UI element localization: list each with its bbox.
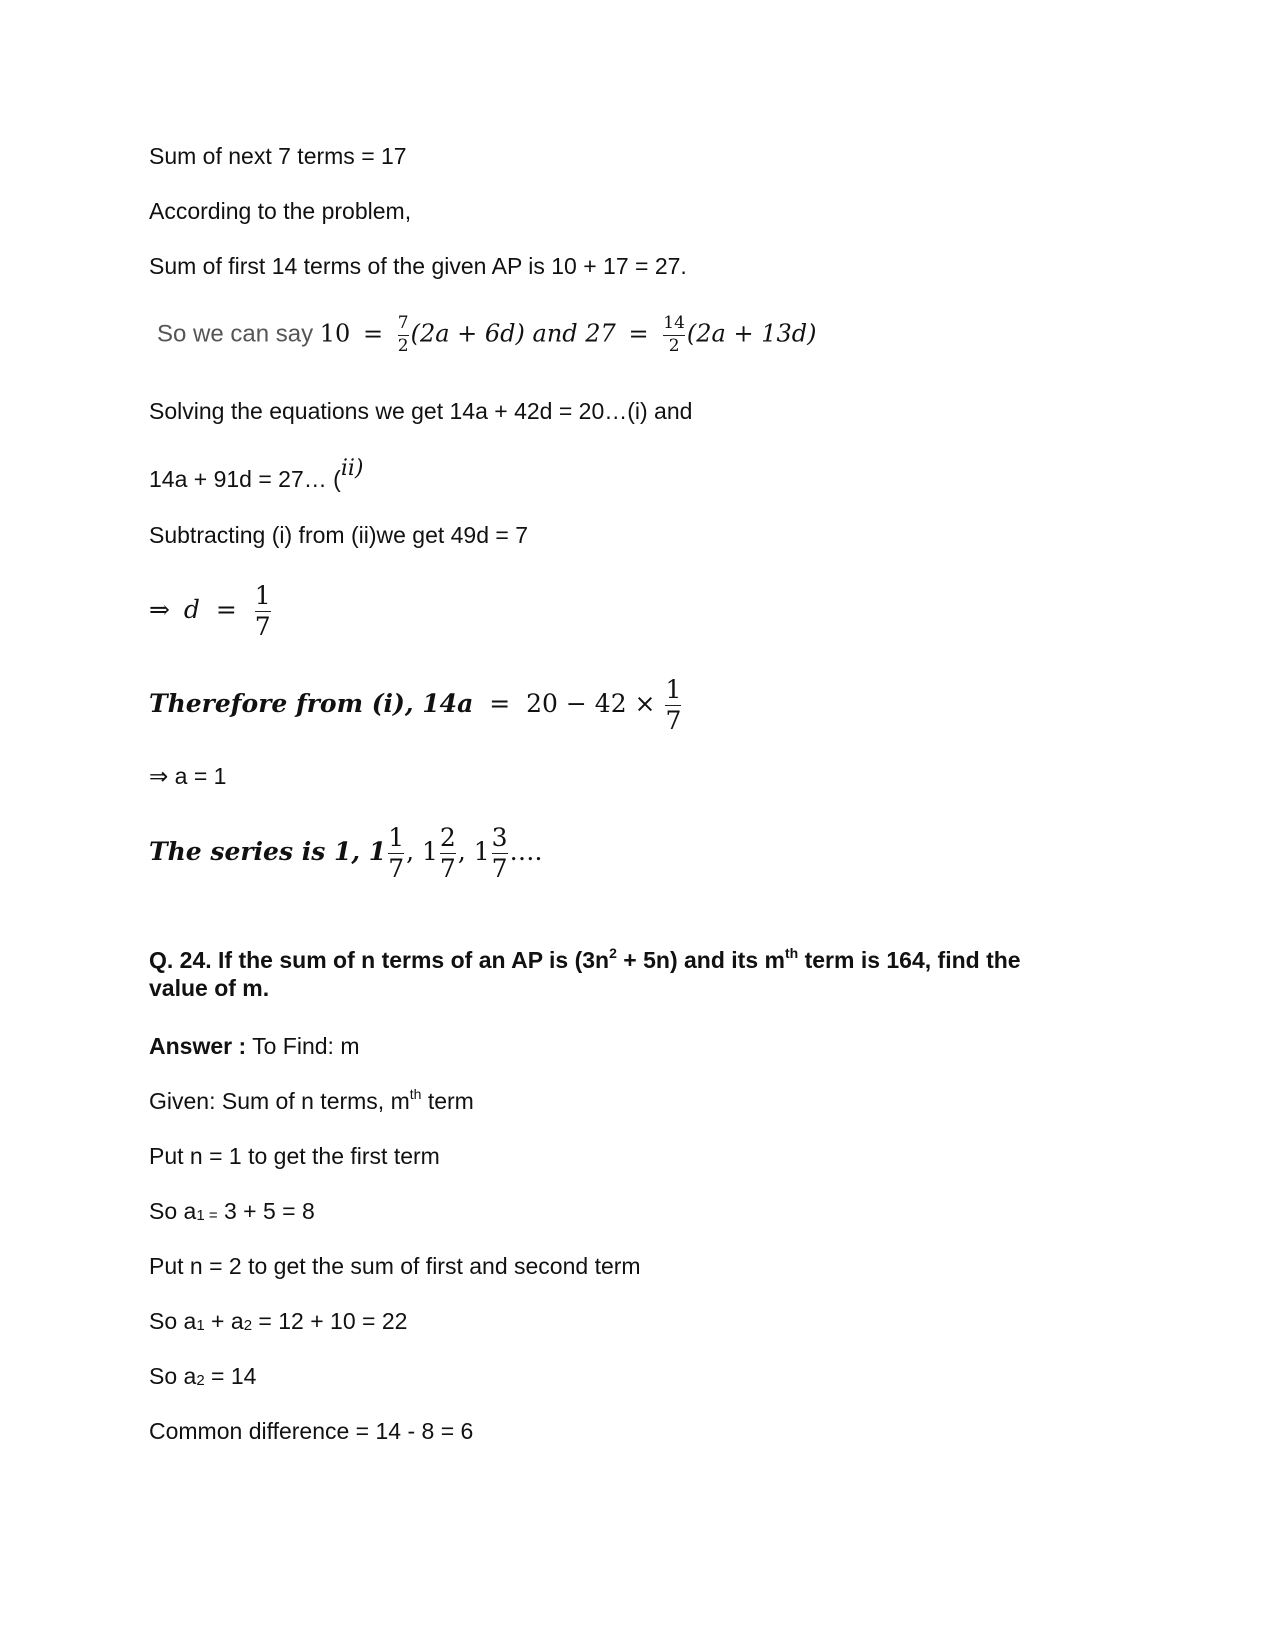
- eq2-equals: =: [215, 595, 237, 624]
- series-f2-num: 2: [439, 822, 456, 852]
- equation-sum-forms: [157, 315, 817, 356]
- text-line-put-n1: Put n = 1 to get the first term: [149, 1143, 440, 1169]
- so-a2-part-1: So a: [149, 1363, 197, 1389]
- so-a1-part-2: 3 + 5 = 8: [217, 1198, 315, 1224]
- text-line-put-n2: Put n = 2 to get the sum of first and second term: [149, 1253, 641, 1279]
- series-f2-den: 7: [439, 854, 456, 883]
- eq1-lhs: 10: [319, 319, 351, 348]
- answer-text: To Find: m: [246, 1033, 360, 1059]
- question-part-1: Q. 24. If the sum of n terms of an AP is (3n: [149, 947, 610, 973]
- eq2-den: 7: [254, 612, 271, 641]
- eq1-expression-2: (2a + 13d): [686, 319, 817, 348]
- eq3-text: Therefore from (i), 14a: [149, 689, 474, 718]
- question-sup-1: 2: [609, 945, 617, 961]
- text-line-a-value: ⇒ a = 1: [149, 763, 227, 789]
- series-prefix: The series is 1, 1: [149, 837, 387, 866]
- series-tail: ….: [509, 837, 543, 866]
- text-line-subtracting: Subtracting (i) from (ii)we get 49d = 7: [149, 522, 529, 548]
- text-line-a1-plus-a2: [149, 1306, 407, 1336]
- eq3-num: 1: [665, 674, 682, 704]
- eq1-fraction-1: [398, 315, 409, 356]
- eq1-equals: =: [362, 319, 384, 348]
- implies-arrow: ⇒: [149, 595, 170, 624]
- text-line-solving: Solving the equations we get 14a + 42d = 20…(i) and: [149, 398, 693, 424]
- so-a1-sub: 1 =: [196, 1207, 218, 1224]
- text-line-a1: [149, 1196, 315, 1226]
- series-f3-den: 7: [491, 854, 508, 883]
- so-a2-part-2: = 14: [204, 1363, 257, 1389]
- question-sup-2: th: [784, 945, 799, 961]
- eq3-expression: 20 − 42 ×: [526, 689, 656, 718]
- text-line-sum-next-7: Sum of next 7 terms = 17: [149, 143, 407, 169]
- so-a2-sub: 2: [196, 1372, 205, 1389]
- eq3-equals: =: [489, 689, 511, 718]
- text-line-common-difference: Common difference = 14 - 8 = 6: [149, 1418, 474, 1444]
- series-sep-2: , 1: [457, 837, 490, 866]
- equation-series: [149, 820, 543, 884]
- so-a1a2-sub-1: 1: [196, 1317, 205, 1334]
- eq1-f1-den: 2: [397, 335, 409, 356]
- series-f3-num: 3: [491, 822, 508, 852]
- series-fraction-1: [388, 822, 405, 883]
- text-line-eq-ii: [149, 456, 364, 496]
- series-fraction-3: [491, 822, 508, 883]
- eq2-variable: d: [183, 595, 200, 624]
- series-sep-1: , 1: [406, 837, 438, 866]
- question-part-4: value of m.: [149, 975, 270, 1001]
- eq1-equals-2: =: [628, 319, 649, 348]
- given-part-1: Given: Sum of n terms, m: [149, 1088, 410, 1114]
- so-a1a2-part-2: + a: [204, 1308, 244, 1334]
- given-sup: th: [409, 1086, 422, 1102]
- eq2-fraction: [254, 580, 271, 641]
- series-f1-den: 7: [388, 854, 405, 883]
- so-a1a2-part-3: = 12 + 10 = 22: [252, 1308, 408, 1334]
- answer-line: [149, 1031, 359, 1061]
- text-line-according: According to the problem,: [149, 198, 412, 224]
- series-f1-num: 1: [388, 822, 405, 852]
- question-24-heading: [149, 946, 1129, 1002]
- so-a1-part-1: So a: [149, 1198, 197, 1224]
- question-part-2: + 5n) and its m: [616, 947, 785, 973]
- eq1-fraction-2: [663, 315, 685, 356]
- eq-ii-text: 14a + 91d = 27… (: [149, 466, 341, 492]
- eq3-fraction: [665, 674, 682, 735]
- given-part-2: term: [421, 1088, 474, 1114]
- equation-14a: [149, 674, 683, 734]
- eq1-f1-num: 7: [397, 313, 409, 333]
- eq1-f2-den: 2: [668, 335, 680, 356]
- series-fraction-2: [439, 822, 456, 883]
- answer-label: Answer :: [149, 1033, 247, 1059]
- text-line-a2: [149, 1361, 256, 1391]
- eq3-den: 7: [665, 706, 682, 735]
- eq2-num: 1: [254, 580, 271, 610]
- eq1-prefix: So we can say: [157, 320, 314, 348]
- eq-ii-label: ii): [340, 456, 364, 481]
- eq1-expression-1: (2a + 6d) and 27: [410, 319, 616, 348]
- so-a1a2-sub-2: 2: [243, 1317, 253, 1334]
- given-line: [149, 1086, 474, 1116]
- so-a1a2-part-1: So a: [149, 1308, 197, 1334]
- text-line-sum-first-14: Sum of first 14 terms of the given AP is 10 + 17 = 27.: [149, 253, 687, 279]
- eq1-f2-num: 14: [663, 313, 685, 333]
- question-part-3: term is 164, find the: [798, 947, 1021, 973]
- equation-d-value: [149, 580, 273, 640]
